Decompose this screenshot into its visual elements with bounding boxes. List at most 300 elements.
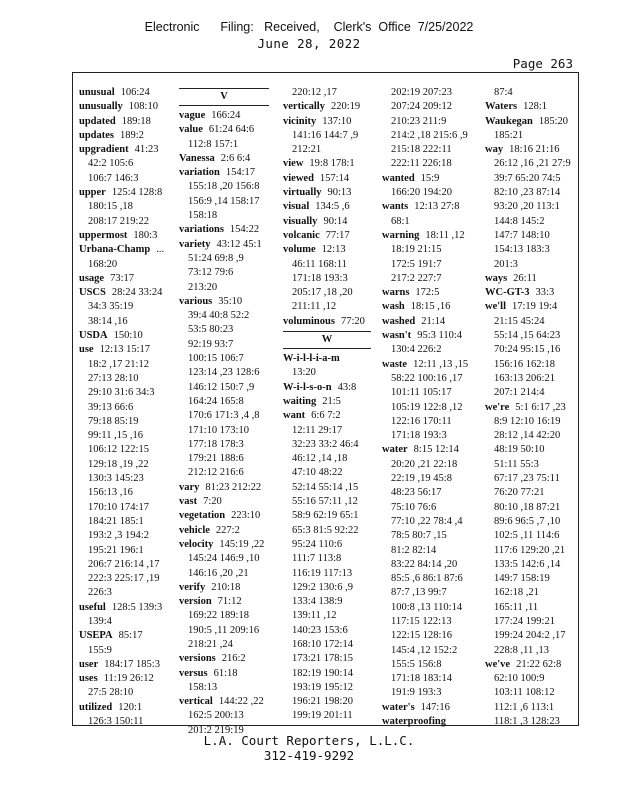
index-term: vague — [179, 110, 206, 121]
footer-company: L.A. Court Reporters, L.L.C. — [203, 733, 415, 748]
index-references: 75:10 76:6 — [391, 501, 437, 513]
index-references: 156:13 ,16 — [88, 487, 133, 499]
index-continuation — [179, 252, 269, 266]
index-term: warns — [382, 287, 410, 299]
index-references: 117:15 122:13 — [391, 615, 452, 627]
index-entry — [283, 172, 371, 186]
index-references: 125:4 128:8 — [111, 187, 163, 199]
index-entry — [79, 629, 175, 643]
index-entry — [382, 172, 481, 186]
index-entry — [79, 143, 175, 157]
index-continuation — [79, 458, 175, 472]
index-references: 85:17 — [118, 630, 143, 642]
index-references: 212:21 — [292, 144, 322, 156]
index-continuation — [382, 115, 481, 129]
index-continuation — [382, 472, 481, 486]
index-continuation — [485, 586, 575, 600]
index-continuation — [283, 695, 371, 709]
index-entry — [382, 200, 481, 214]
index-continuation — [179, 381, 269, 395]
index-continuation — [382, 686, 481, 700]
index-entry — [283, 186, 371, 200]
index-references: 93:20 ,20 113:1 — [494, 201, 560, 213]
index-continuation — [485, 200, 575, 214]
index-continuation — [283, 509, 371, 523]
index-continuation — [179, 195, 269, 209]
index-continuation — [485, 372, 575, 386]
index-continuation — [485, 343, 575, 357]
index-references: 154:22 — [229, 224, 260, 236]
index-continuation — [382, 186, 481, 200]
index-continuation — [283, 272, 371, 286]
index-references: 144:22 ,22 — [218, 696, 264, 708]
index-entry — [179, 481, 269, 495]
index-entry — [485, 272, 575, 286]
index-references: 195:21 196:1 — [88, 544, 144, 556]
index-continuation — [179, 466, 269, 480]
index-entry — [179, 238, 269, 252]
index-entry — [79, 186, 175, 200]
index-entry — [79, 343, 175, 357]
index-term: vertically — [283, 101, 325, 113]
index-references: 171:10 173:10 — [188, 424, 249, 436]
index-references: 78:5 80:7 ,15 — [391, 530, 447, 542]
index-term: variations — [179, 224, 224, 236]
index-entry — [485, 286, 575, 300]
index-continuation — [382, 601, 481, 615]
index-entry — [283, 352, 371, 366]
index-references: 39:7 65:20 74:5 — [494, 172, 561, 184]
index-references: 112:1 ,6 113:1 — [494, 701, 555, 713]
index-references: 120:1 — [118, 701, 143, 713]
index-continuation — [382, 372, 481, 386]
index-references: 146:12 150:7 ,9 — [188, 381, 255, 393]
index-term: wash — [382, 301, 405, 313]
index-continuation — [283, 652, 371, 666]
index-term: waiting — [283, 395, 317, 407]
index-continuation — [382, 401, 481, 415]
index-references: 193:19 195:12 — [292, 681, 353, 693]
index-references: 22:19 ,19 45:8 — [391, 473, 452, 485]
index-entry — [283, 381, 371, 395]
index-references: 73:17 — [110, 272, 135, 284]
index-references: 158:13 — [188, 681, 218, 693]
index-continuation — [283, 567, 371, 581]
index-continuation — [382, 243, 481, 257]
index-references: 21:22 62:8 — [516, 658, 562, 670]
index-references: 218:21 ,24 — [188, 638, 233, 650]
index-references: 41:23 — [134, 144, 159, 156]
index-continuation — [382, 86, 481, 100]
index-continuation — [485, 329, 575, 343]
index-entry — [283, 315, 371, 329]
index-term: water's — [382, 701, 415, 713]
index-references: 46:12 ,14 ,18 — [292, 453, 348, 465]
index-continuation — [283, 286, 371, 300]
index-continuation — [382, 615, 481, 629]
index-references: 13:20 — [292, 367, 316, 379]
index-continuation — [382, 100, 481, 114]
index-references: 223:10 — [231, 510, 261, 522]
index-continuation — [382, 458, 481, 472]
index-continuation — [485, 458, 575, 472]
index-references: 122:15 128:16 — [391, 630, 452, 642]
index-continuation — [382, 544, 481, 558]
index-continuation — [485, 686, 575, 700]
index-continuation — [283, 366, 371, 380]
index-references: 199:24 204:2 ,17 — [494, 630, 566, 642]
index-references: 180:3 — [133, 229, 158, 241]
index-continuation — [79, 386, 175, 400]
index-references: 67:17 ,23 75:11 — [494, 473, 560, 485]
index-term: view — [283, 158, 304, 170]
index-continuation — [283, 466, 371, 480]
index-continuation — [79, 172, 175, 186]
index-references: 166:24 — [211, 110, 241, 121]
index-entry — [485, 115, 575, 129]
index-references: 106:12 122:15 — [88, 444, 149, 456]
index-references: 139:11 ,12 — [292, 610, 337, 622]
index-term: viewed — [283, 172, 314, 184]
index-references: 145:19 ,22 — [219, 538, 265, 550]
index-references: 77:10 ,22 78:4 ,4 — [391, 515, 463, 527]
index-references: 87:7 ,13 99:7 — [391, 587, 447, 599]
index-continuation — [283, 667, 371, 681]
index-continuation — [179, 552, 269, 566]
index-continuation — [179, 638, 269, 652]
index-continuation — [283, 129, 371, 143]
index-continuation — [179, 452, 269, 466]
index-continuation — [382, 386, 481, 400]
index-references: 196:21 198:20 — [292, 696, 353, 708]
index-continuation — [79, 715, 175, 729]
index-references: 184:17 185:3 — [104, 658, 160, 670]
index-references: 95:3 110:4 — [417, 330, 463, 342]
index-entry — [179, 295, 269, 309]
index-references: 172:5 — [415, 287, 440, 299]
index-references: 18:16 21:16 — [509, 144, 560, 156]
index-references: 193:2 ,3 194:2 — [88, 530, 149, 542]
index-references: 146:16 ,20 ,21 — [188, 567, 249, 579]
index-references: 12:13 27:8 — [414, 201, 460, 213]
index-references: 62:10 100:9 — [494, 673, 545, 685]
index-references: 139:4 — [88, 615, 112, 627]
index-term: vast — [179, 496, 198, 508]
index-term: value — [179, 124, 203, 136]
index-entry — [485, 143, 575, 157]
index-references: 53:5 80:23 — [188, 324, 234, 336]
index-term: unusually — [79, 101, 123, 113]
index-continuation — [79, 644, 175, 658]
index-term: usage — [79, 272, 105, 284]
index-references: 103:11 108:12 — [494, 687, 555, 699]
index-references: 81:23 212:22 — [205, 481, 262, 493]
index-entry — [179, 524, 269, 538]
index-references: 34:3 35:19 — [88, 301, 134, 313]
index-continuation — [79, 258, 175, 272]
index-continuation — [79, 558, 175, 572]
page-number: Page 263 — [512, 56, 573, 71]
index-term: version — [179, 596, 212, 608]
index-references: 205:17 ,18 ,20 — [292, 287, 353, 299]
index-references: 179:21 188:6 — [188, 453, 244, 465]
index-references: 210:18 — [211, 581, 241, 593]
index-continuation — [179, 281, 269, 295]
index-continuation — [79, 486, 175, 500]
index-continuation — [79, 529, 175, 543]
index-references: 77:20 — [340, 315, 365, 327]
index-references: 156:16 162:18 — [494, 358, 555, 370]
index-entry — [382, 701, 481, 715]
index-references: 89:6 96:5 ,7 ,10 — [494, 515, 561, 527]
index-entry — [283, 157, 371, 171]
index-references: 79:18 85:19 — [88, 415, 139, 427]
index-references: 216:2 — [221, 653, 246, 665]
index-references: 222:3 225:17 ,19 — [88, 573, 160, 585]
index-term: ways — [485, 272, 508, 284]
index-references: 108:10 — [128, 101, 158, 113]
index-continuation — [79, 215, 175, 229]
index-entry — [283, 215, 371, 229]
index-term: water — [382, 444, 408, 456]
index-continuation — [485, 258, 575, 272]
index-term: USEPA — [79, 630, 113, 642]
index-references: 87:4 — [494, 87, 513, 98]
index-entry — [485, 658, 575, 672]
index-references: 164:24 165:8 — [188, 395, 244, 407]
index-continuation — [485, 529, 575, 543]
index-references: 201:3 — [494, 258, 518, 270]
index-entry — [283, 409, 371, 423]
index-entry — [179, 223, 269, 237]
index-references: 92:19 93:7 — [188, 338, 234, 350]
index-continuation — [485, 172, 575, 186]
index-continuation — [179, 352, 269, 366]
index-references: 170:10 174:17 — [88, 501, 149, 513]
index-continuation — [382, 586, 481, 600]
index-references: 95:24 110:6 — [292, 538, 343, 550]
index-references: 76:20 77:21 — [494, 487, 545, 499]
index-term: USCS — [79, 287, 106, 299]
index-references: 185:21 — [494, 129, 524, 141]
index-references: 61:24 64:6 — [208, 124, 255, 136]
index-continuation — [179, 409, 269, 423]
index-references: 133:4 138:9 — [292, 596, 343, 608]
index-continuation — [79, 358, 175, 372]
index-term: waterproofing — [382, 716, 446, 728]
index-continuation — [79, 572, 175, 586]
index-entry — [485, 300, 575, 314]
index-references: 133:5 142:6 ,14 — [494, 558, 561, 570]
index-continuation — [382, 143, 481, 157]
index-continuation — [179, 366, 269, 380]
index-references: 128:5 139:3 — [111, 601, 163, 613]
index-references: 171:18 183:14 — [391, 673, 452, 685]
index-term: Urbana-Champ — [79, 244, 151, 256]
index-references: 5:1 6:17 ,23 — [515, 401, 566, 413]
index-references: 130:3 145:23 — [88, 473, 144, 485]
index-term: velocity — [179, 538, 214, 550]
index-column-3 — [283, 86, 371, 724]
index-references: 48:23 56:17 — [391, 487, 442, 499]
index-entry — [79, 115, 175, 129]
index-term: wants — [382, 201, 409, 213]
index-term: uses — [79, 673, 98, 685]
index-references: 21:5 — [322, 395, 341, 407]
index-entry — [79, 701, 175, 715]
index-entry — [382, 715, 481, 729]
index-entry — [382, 229, 481, 243]
index-entry — [179, 538, 269, 552]
index-references: 213:20 — [188, 281, 218, 293]
index-references: 206:7 216:14 ,17 — [88, 558, 160, 570]
index-references: 12:13 — [321, 244, 346, 256]
index-references: 100:8 ,13 110:14 — [391, 601, 463, 613]
index-references: 145:4 ,12 152:2 — [391, 644, 458, 656]
index-references: 150:10 — [113, 330, 143, 342]
index-references: 33:3 — [535, 287, 555, 299]
index-continuation — [485, 715, 575, 729]
index-references: 145:24 146:9 ,10 — [188, 553, 260, 565]
index-references: 222:11 226:18 — [391, 158, 452, 170]
index-term: unusual — [79, 87, 115, 98]
index-references: 129:18 ,19 ,22 — [88, 458, 149, 470]
index-term: wanted — [382, 172, 415, 184]
index-continuation — [485, 443, 575, 457]
index-entry — [283, 100, 371, 114]
index-continuation — [283, 538, 371, 552]
index-term: upgradient — [79, 144, 129, 156]
index-entry — [79, 229, 175, 243]
index-references: 61:18 — [213, 667, 238, 679]
index-references: 21:15 45:24 — [494, 315, 545, 327]
index-term: Waters — [485, 101, 518, 113]
index-references: 81:2 82:14 — [391, 544, 437, 556]
index-column-1 — [79, 86, 175, 729]
index-continuation — [485, 415, 575, 429]
index-continuation — [382, 429, 481, 443]
index-entry — [283, 200, 371, 214]
index-continuation — [485, 544, 575, 558]
index-term: voluminous — [283, 315, 335, 327]
index-continuation — [485, 672, 575, 686]
index-continuation — [485, 243, 575, 257]
index-references: 118:1 ,3 128:23 — [494, 716, 560, 728]
index-entry — [283, 243, 371, 257]
index-references: 82:10 ,23 87:14 — [494, 187, 561, 199]
index-continuation — [283, 681, 371, 695]
index-references: 51:24 69:8 ,9 — [188, 252, 244, 264]
index-references: 169:22 189:18 — [188, 610, 249, 622]
index-references: 15:9 — [420, 172, 440, 184]
index-references: 8:15 12:14 — [413, 444, 459, 456]
index-references: 46:11 168:11 — [292, 258, 347, 270]
index-references: 90:13 — [327, 187, 352, 199]
index-references: 105:19 122:8 ,12 — [391, 401, 463, 413]
index-term: want — [283, 410, 306, 422]
index-entry — [79, 243, 175, 257]
section-heading: W — [283, 331, 371, 349]
index-references: 141:16 144:7 ,9 — [292, 129, 359, 141]
index-column-2 — [179, 86, 269, 738]
index-term: use — [79, 344, 94, 356]
index-term: USDA — [79, 330, 108, 342]
index-continuation — [485, 515, 575, 529]
index-entry — [382, 286, 481, 300]
index-continuation — [79, 515, 175, 529]
index-continuation — [283, 595, 371, 609]
index-continuation — [283, 581, 371, 595]
index-references: 111:7 113:8 — [292, 553, 342, 565]
index-continuation — [485, 229, 575, 243]
index-continuation — [179, 395, 269, 409]
index-entry — [79, 658, 175, 672]
index-entry — [79, 272, 175, 286]
index-references: 26:12 ,16 ,21 27:9 — [494, 158, 571, 170]
index-box — [72, 72, 579, 736]
index-references: 20:20 ,21 22:18 — [391, 458, 458, 470]
index-references: 26:11 — [513, 272, 537, 284]
index-references: 168:10 172:14 — [292, 638, 353, 650]
index-term: warning — [382, 229, 420, 241]
index-references: 226:3 — [88, 587, 112, 599]
index-term: WC-GT-3 — [485, 287, 530, 299]
index-entry — [382, 300, 481, 314]
index-continuation — [382, 658, 481, 672]
index-references: 51:11 55:3 — [494, 458, 539, 470]
index-term: Waukegan — [485, 115, 533, 127]
index-entry — [179, 495, 269, 509]
index-references: 28:12 ,14 42:20 — [494, 430, 561, 442]
index-column-5 — [485, 86, 575, 729]
index-continuation — [79, 443, 175, 457]
index-references: 220:12 ,17 — [292, 87, 337, 98]
index-term: useful — [79, 601, 106, 613]
index-references: 21:14 — [421, 315, 446, 327]
index-references: 177:24 199:21 — [494, 615, 555, 627]
index-continuation — [283, 481, 371, 495]
index-references: 128:1 — [523, 101, 547, 113]
index-continuation — [485, 558, 575, 572]
index-references: 157:14 — [319, 172, 350, 184]
index-continuation — [382, 501, 481, 515]
index-references: 212:12 216:6 — [188, 467, 244, 479]
index-references: 38:14 ,16 — [88, 315, 128, 327]
index-term: visually — [283, 215, 318, 227]
index-term: we've — [485, 658, 511, 670]
index-references: 8:9 12:10 16:19 — [494, 415, 561, 427]
index-references: 12:13 15:17 — [99, 344, 151, 356]
index-continuation — [283, 524, 371, 538]
index-continuation — [179, 624, 269, 638]
index-references: 173:21 178:15 — [292, 653, 353, 665]
footer-phone: 312-419-9292 — [263, 748, 355, 763]
index-references: 207:24 209:12 — [391, 101, 452, 113]
index-entry — [179, 509, 269, 523]
index-continuation — [179, 567, 269, 581]
index-references: 171:18 193:3 — [292, 272, 348, 284]
index-continuation — [283, 709, 371, 723]
index-continuation — [283, 624, 371, 638]
index-continuation — [382, 572, 481, 586]
index-term: user — [79, 658, 99, 670]
index-term: vary — [179, 481, 200, 493]
index-continuation — [485, 429, 575, 443]
index-term: various — [179, 295, 213, 307]
index-continuation — [382, 415, 481, 429]
index-continuation — [79, 315, 175, 329]
index-continuation — [485, 472, 575, 486]
